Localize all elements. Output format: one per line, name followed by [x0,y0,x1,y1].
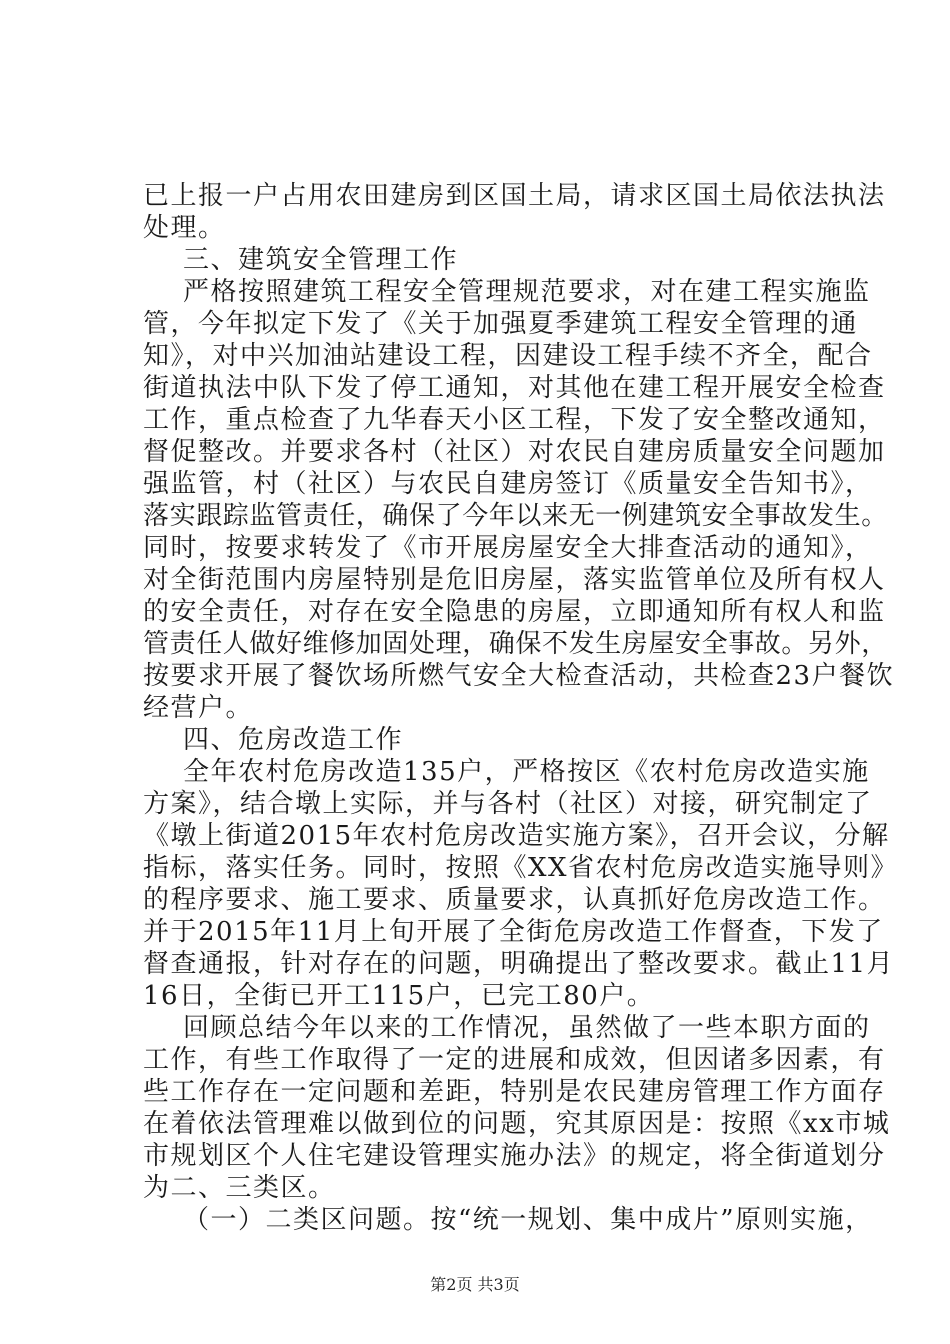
text-line: 对全街范围内房屋特别是危旧房屋，落实监管单位及所有权人 [143,565,886,595]
text-line: 同时，按要求转发了《市开展房屋安全大排查活动的通知》， [143,533,873,563]
text-line: 指标，落实任务。同时，按照《XX省农村危房改造实施导则》 [143,853,899,883]
text-line: 管责任人做好维修加固处理，确保不发生房屋安全事故。另外， [143,629,888,659]
text-line: 些工作存在一定问题和差距，特别是农民建房管理工作方面存 [143,1077,886,1107]
text-line: 方案》，结合墩上实际，并与各村（社区）对接，研究制定了 [143,789,873,819]
text-line: 在着依法管理难以做到位的问题，究其原因是：按照《xx市城 [143,1109,891,1139]
text-line: 严格按照建筑工程安全管理规范要求，对在建工程实施监 [183,277,871,307]
text-line: 管，今年拟定下发了《关于加强夏季建筑工程安全管理的通 [143,309,859,339]
text-line: 处理。 [143,213,226,243]
text-line: 强监管，村（社区）与农民自建房签订《质量安全告知书》， [143,469,873,499]
text-line: 经营户。 [143,693,254,723]
text-line: 按要求开展了餐饮场所燃气安全大检查活动，共检查23户餐饮 [143,661,895,691]
text-line: 工作，重点检查了九华春天小区工程，下发了安全整改通知， [143,405,886,435]
text-line: 16日，全街已开工115户，已完工80户。 [143,981,655,1011]
text-line: （一）二类区问题。按“统一规划、集中成片”原则实施， [183,1205,873,1235]
text-line: 督查通报，针对存在的问题，明确提出了整改要求。截止11月 [143,949,895,979]
text-line: 知》，对中兴加油站建设工程，因建设工程手续不齐全，配合 [143,341,873,371]
text-line: 的程序要求、施工要求、质量要求，认真抓好危房改造工作。 [143,885,886,915]
text-line: 《墩上街道2015年农村危房改造实施方案》，召开会议，分解 [143,821,890,851]
text-line: 为二、三类区。 [143,1173,336,1203]
section-heading: 四、危房改造工作 [183,725,404,755]
text-line: 工作，有些工作取得了一定的进展和成效，但因诸多因素，有 [143,1045,886,1075]
text-line: 并于2015年11月上旬开展了全街危房改造工作督查，下发了 [143,917,884,947]
text-line: 督促整改。并要求各村（社区）对农民自建房质量安全问题加 [143,437,886,467]
text-line: 市规划区个人住宅建设管理实施办法》的规定，将全街道划分 [143,1141,886,1171]
text-line: 的安全责任，对存在安全隐患的房屋，立即通知所有权人和监 [143,597,886,627]
text-line: 街道执法中队下发了停工通知，对其他在建工程开展安全检查 [143,373,886,403]
page-footer: 第2页 共3页 [430,1275,520,1294]
text-line: 已上报一户占用农田建房到区国土局，请求区国土局依法执法 [143,181,886,211]
text-line: 落实跟踪监管责任，确保了今年以来无一例建筑安全事故发生。 [143,501,888,531]
text-line: 回顾总结今年以来的工作情况，虽然做了一些本职方面的 [183,1013,871,1043]
section-heading: 三、建筑安全管理工作 [183,245,459,275]
text-line: 全年农村危房改造135户，严格按区《农村危房改造实施 [183,757,870,787]
